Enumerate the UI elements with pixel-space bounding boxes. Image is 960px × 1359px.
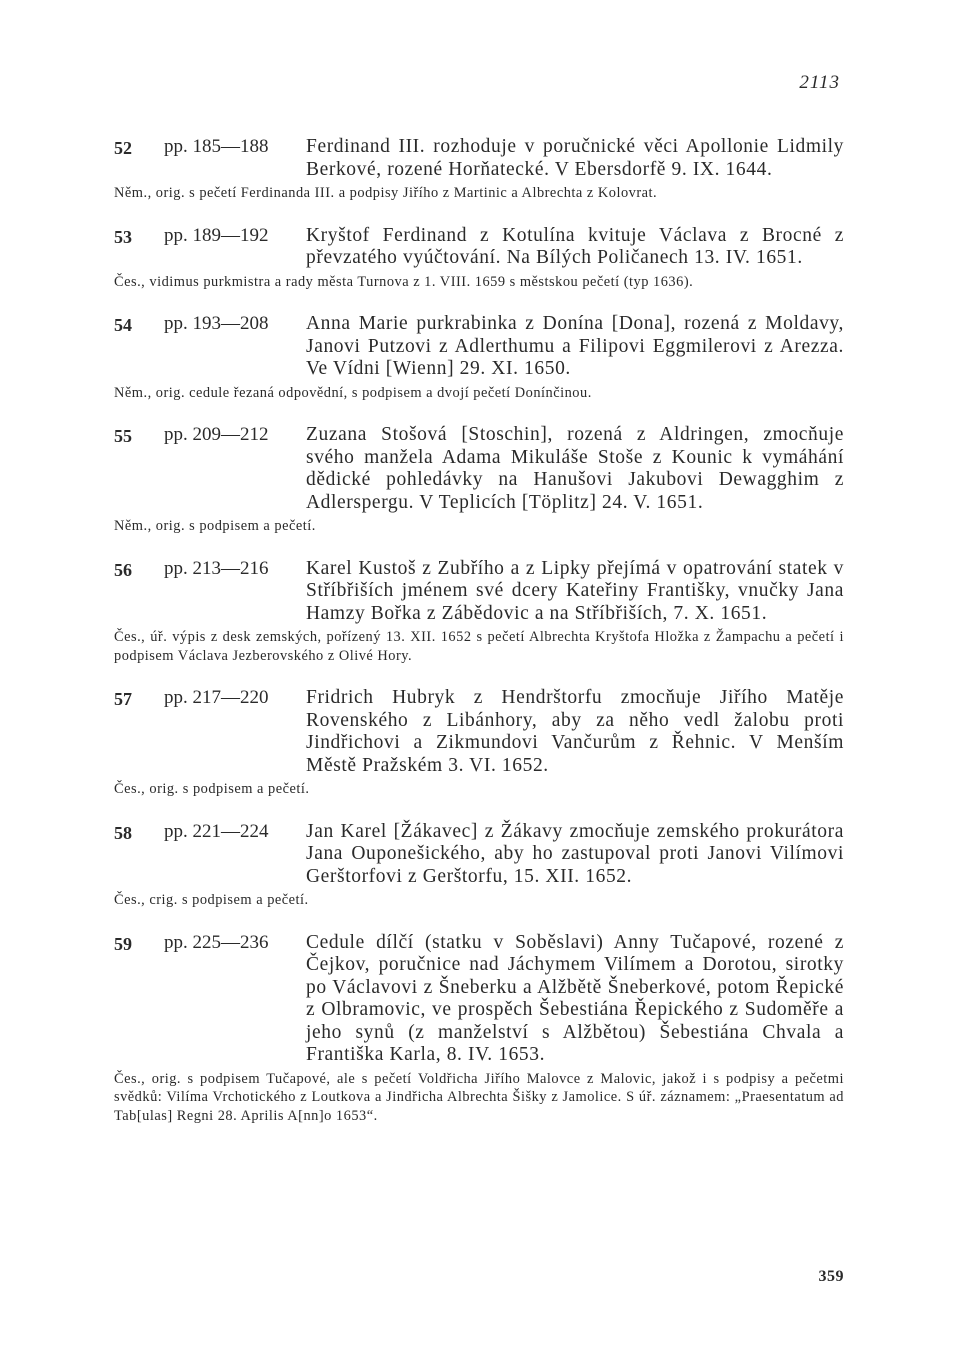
- entry-note: Něm., orig. cedule řezaná odpovědní, s podpisem a dvojí pečetí Donínčinou.: [114, 384, 592, 401]
- entry-52: [114, 136, 844, 203]
- entry-58: [114, 821, 844, 910]
- folio-number: 2113: [799, 72, 840, 93]
- entry-row: [114, 821, 844, 889]
- entry-number: 52: [114, 138, 132, 158]
- entry-54: [114, 313, 844, 402]
- entry-pages: pp. 217—220: [164, 687, 269, 708]
- entry-text: Anna Marie purkrabinka z Donína [Dona], rozená z Moldavy, Janovi Putzovi z Adlerthumu a Filipovi Eggmilerovi z Arezza. Ve Vídni [Wienn] 29. XI. 1650.: [306, 313, 844, 379]
- regest-entries: [114, 136, 844, 1147]
- entry-note: Něm., orig. s podpisem a pečetí.: [114, 518, 316, 534]
- entry-row: [114, 136, 844, 181]
- entry-number: 59: [114, 933, 132, 954]
- entry-note: Čes., orig. s podpisem a pečetí.: [114, 781, 310, 797]
- entry-number: 57: [114, 689, 132, 709]
- entry-text: Kryštof Ferdinand z Kotulína kvituje Václava z Brocné z převzatého vyúčtování. Na Bílých Poličanech 13. IV. 1651.: [306, 224, 844, 268]
- entry-56: [114, 558, 844, 666]
- entry-pages: pp. 225—236: [164, 931, 269, 953]
- entry-pages: pp. 209—212: [164, 424, 269, 445]
- page-number: 359: [818, 1268, 844, 1285]
- entry-row: [114, 558, 844, 626]
- entry-pages: pp. 213—216: [164, 557, 269, 579]
- entry-text: Zuzana Stošová [Stoschin], rozená z Aldringen, zmocňuje svého manžela Adama Mikuláše Stoše z Kounic k vymáhání dědické pohledávky na Hanušovi Jakubovi Dewagghim z Adlerspergu. V Teplicích [Töplitz] 24. V. 1651.: [306, 424, 844, 513]
- entry-row: [114, 932, 844, 1067]
- entry-note: Něm., orig. s pečetí Ferdinanda III. a podpisy Jiřího z Martinic a Albrechta z Kolovrat.: [114, 185, 658, 201]
- entry-number: 53: [114, 226, 132, 247]
- entry-55: [114, 424, 844, 536]
- entry-note: Čes., vidimus purkmistra a rady města Turnova z 1. VIII. 1659 s městskou pečetí (typ 1636).: [114, 273, 694, 290]
- entry-number: 54: [114, 315, 132, 335]
- entry-pages: pp. 189—192: [164, 224, 269, 246]
- entry-text: Karel Kustoš z Zubřího a z Lipky přejímá v opatrování statek v Stříbřiších jménem své dcery Kateřiny Františky, vnučky Jana Hamzy Bořka z Zábědovic a na Stříbřiších, 7. X. 1651.: [306, 557, 844, 624]
- entry-number: 55: [114, 426, 132, 446]
- entry-pages: pp. 221—224: [164, 820, 269, 842]
- entry-row: [114, 424, 844, 514]
- entry-note: Čes., orig. s podpisem Tučapové, ale s pečetí Voldřicha Jiřího Malovce z Malovic, jakož i s podpisy a pečetmi svědků: Vilíma Vrchotického z Loutkova a Jindřicha Albrechta Šišky z Jamolice. S úř. záznamem: „Praesentatum ad Tab[ulas] Regni 28. Aprilis A[nn]o 1653“.: [114, 1070, 844, 1124]
- entry-text: Cedule dílčí (statku v Soběslavi) Anny Tučapové, rozené z Čejkov, poručnice nad Jáchymem Vilímem a Dorotou, sirotky po Václavovi z Šneberku a Alžbětě Šneberkové, potom Řepické z Olbramovic, ve prospěch Šebestiána Řepického z Sudoměře a jeho synů (z manželství s Alžbětou) Šebestiána Chvala a Františka Karla, 8. IV. 1653.: [306, 931, 844, 1065]
- entry-53: [114, 225, 844, 292]
- entry-text: Fridrich Hubryk z Hendrštorfu zmocňuje Jiřího Matěje Rovenského z Libánhory, aby za něho vedl žalobu proti Jindřichovi a Zikmundovi Vančurům z Řehnic. V Menším Městě Pražském 3. VI. 1652.: [306, 687, 844, 776]
- entry-pages: pp. 193—208: [164, 313, 269, 334]
- entry-note: Čes., úř. výpis z desk zemských, pořízený 13. XII. 1652 s pečetí Albrechta Kryštofa Hložka z Žampachu a pečetí i podpisem Václava Jezberovského z Olivé Hory.: [114, 629, 844, 664]
- entry-text: Ferdinand III. rozhoduje v poručnické věci Apollonie Lidmily Berkové, rozené Horňatecké. V Ebersdorfě 9. IX. 1644.: [306, 136, 844, 180]
- entry-59: [114, 932, 844, 1126]
- entry-row: [114, 225, 844, 270]
- entry-text: Jan Karel [Žákavec] z Žákavy zmocňuje zemského prokurátora Jana Ouponešického, aby ho zastupoval proti Janovi Vilímovi Gerštorfovi z Gerštorfu, 15. XII. 1652.: [306, 820, 844, 887]
- entry-note: Čes., crig. s podpisem a pečetí.: [114, 892, 309, 908]
- entry-number: 56: [114, 559, 132, 580]
- entry-number: 58: [114, 822, 132, 843]
- entry-57: [114, 687, 844, 799]
- entry-row: [114, 313, 844, 381]
- entry-row: [114, 687, 844, 777]
- entry-pages: pp. 185—188: [164, 136, 269, 157]
